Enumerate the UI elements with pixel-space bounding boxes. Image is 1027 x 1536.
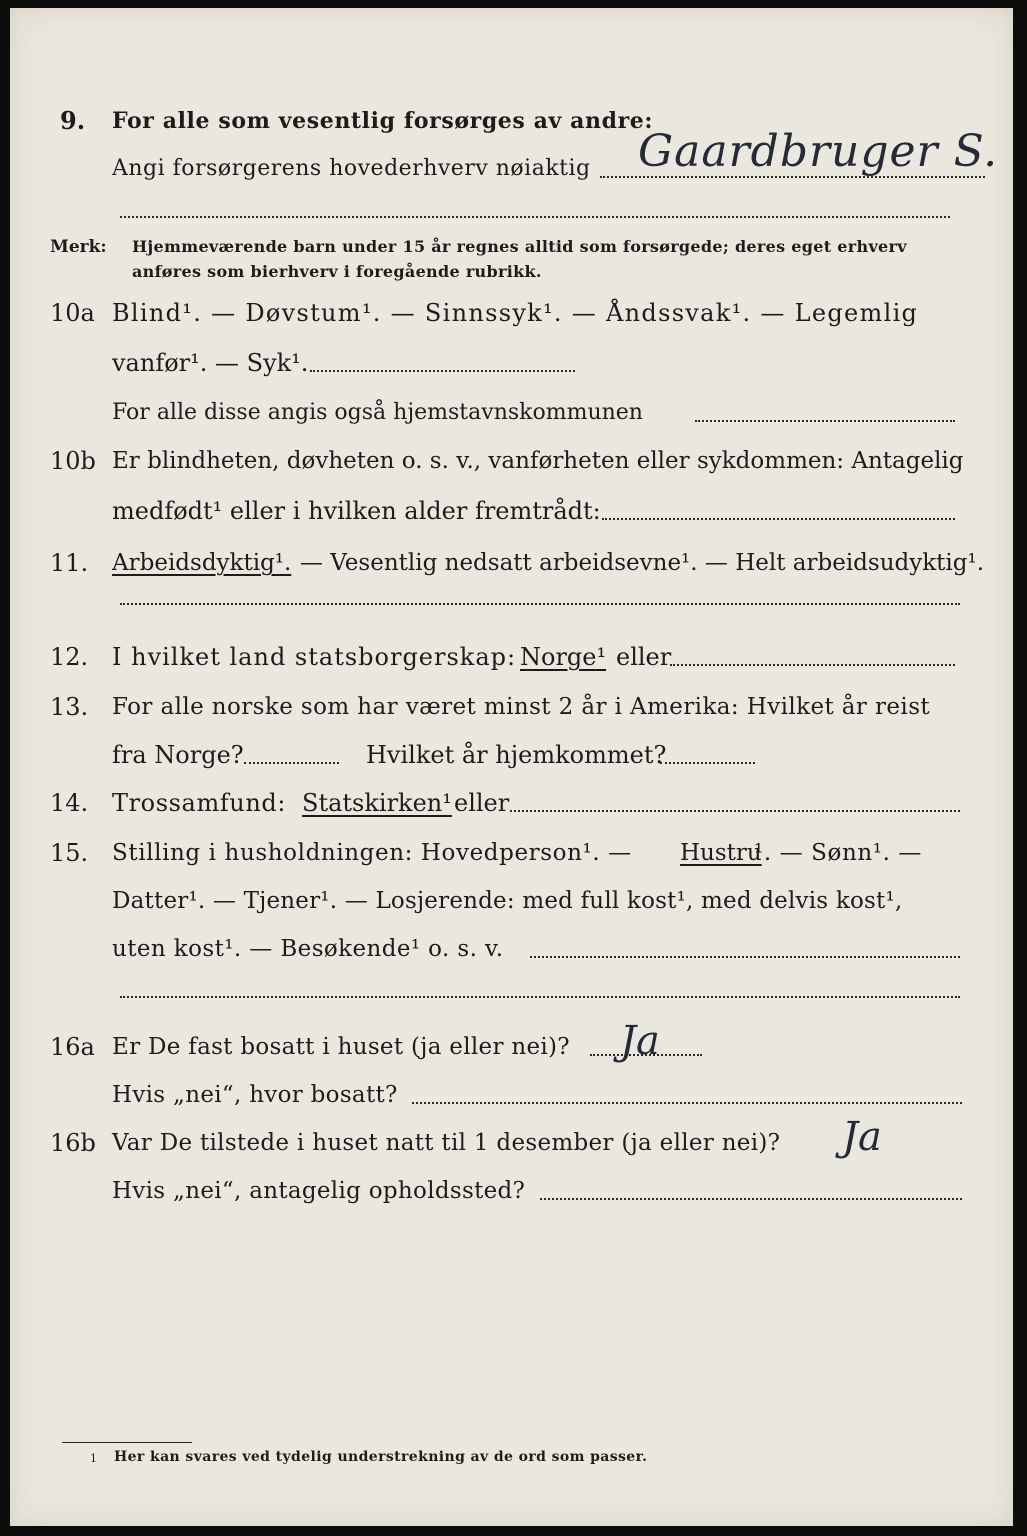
q14-trossamfund: Trossamfund:	[112, 789, 287, 817]
q15-line1c: ¹. — Sønn¹. —	[754, 840, 923, 866]
footnote-mark: 1	[90, 1452, 97, 1465]
q16b-opholdssted-line	[540, 1198, 962, 1200]
q14-answer-line	[510, 810, 960, 812]
q16a-bosatt-line	[412, 1102, 962, 1104]
merk-line1: Hjemmeværende barn under 15 år regnes alltid som forsørgede; deres eget erhverv	[132, 237, 907, 256]
q9-number: 9.	[60, 106, 86, 135]
q15-line2: Datter¹. — Tjener¹. — Losjerende: med full kost¹, med delvis kost¹,	[112, 888, 903, 914]
q12-answer-line	[670, 664, 955, 666]
q16b-question: Var De tilstede i huset natt til 1 desember (ja eller nei)?	[112, 1130, 781, 1156]
q11-number: 11.	[50, 549, 89, 577]
q15-answer-line	[530, 956, 960, 958]
q9-line1: For alle som vesentlig forsørges av andre:	[112, 108, 654, 134]
merk-line2: anføres som bierhverv i foregående rubrikk.	[132, 262, 542, 281]
q13-hjemkommet: Hvilket år hjemkommet?	[366, 741, 667, 769]
q15-number: 15.	[50, 839, 89, 867]
q15-line1a: Stilling i husholdningen: Hovedperson¹. —	[112, 840, 632, 866]
q10a-hjemstavn-line	[695, 420, 955, 422]
q10b-answer-line	[602, 518, 955, 520]
q10b-line1: Er blindheten, døvheten o. s. v., vanførheten eller sykdommen: Antagelig	[112, 448, 964, 474]
q16b-line2: Hvis „nei“, antagelig opholdssted?	[112, 1178, 526, 1204]
q12-question: I hvilket land statsborgerskap:	[112, 643, 517, 671]
q16b-handwritten-answer: Ja	[842, 1114, 882, 1160]
q11-answer-line	[120, 603, 960, 605]
q9-handwritten-answer: Gaardbruger S.	[638, 126, 999, 177]
q10a-syk-line	[310, 370, 575, 372]
q10a-line3: For alle disse angis også hjemstavnskommunen	[112, 400, 643, 425]
q14-eller: eller	[454, 789, 510, 817]
q13-reist-line	[244, 762, 339, 764]
q14-statskirken-underlined: Statskirken¹	[302, 789, 452, 817]
q11-rest: — Vesentlig nedsatt arbeidsevne¹. — Helt arbeidsudyktig¹.	[300, 550, 985, 576]
q15-hustru-underlined: Hustru	[680, 840, 762, 866]
q12-number: 12.	[50, 643, 89, 671]
q13-number: 13.	[50, 693, 89, 721]
q14-number: 14.	[50, 789, 89, 817]
q12-norge-underlined: Norge¹	[520, 643, 607, 671]
q10b-number: 10b	[50, 447, 96, 475]
q13-fra-norge: fra Norge?	[112, 741, 244, 769]
merk-label: Merk:	[50, 237, 107, 257]
footnote-text: Her kan svares ved tydelig understrekning av de ord som passer.	[114, 1449, 648, 1465]
q9-line2: Angi forsørgerens hovederhverv nøiaktig	[112, 156, 591, 181]
q16a-line2: Hvis „nei“, hvor bosatt?	[112, 1082, 398, 1108]
q12-eller: eller	[616, 643, 672, 671]
q10a-line1: Blind¹. — Døvstum¹. — Sinnssyk¹. — Åndssvak¹. — Legemlig	[112, 299, 919, 327]
separator	[120, 216, 950, 218]
q13-hjemkommet-line	[660, 762, 755, 764]
q16a-handwritten-answer: Ja	[620, 1018, 660, 1064]
q13-line1: For alle norske som har været minst 2 år i Amerika: Hvilket år reist	[112, 694, 931, 720]
form-page	[10, 8, 1013, 1526]
q10b-line2: medfødt¹ eller i hvilken alder fremtrådt:	[112, 497, 601, 525]
q16a-number: 16a	[50, 1033, 95, 1061]
q11-arbeidsdyktig-underlined: Arbeidsdyktig¹.	[112, 550, 292, 576]
q16b-number: 16b	[50, 1129, 96, 1157]
q15-extra-line	[120, 996, 960, 998]
footnote-rule	[62, 1442, 192, 1443]
q16a-question: Er De fast bosatt i huset (ja eller nei)?	[112, 1034, 570, 1060]
q10a-line2: vanfør¹. — Syk¹.	[112, 349, 309, 377]
q10a-number: 10a	[50, 299, 95, 327]
q15-line3: uten kost¹. — Besøkende¹ o. s. v.	[112, 936, 504, 962]
